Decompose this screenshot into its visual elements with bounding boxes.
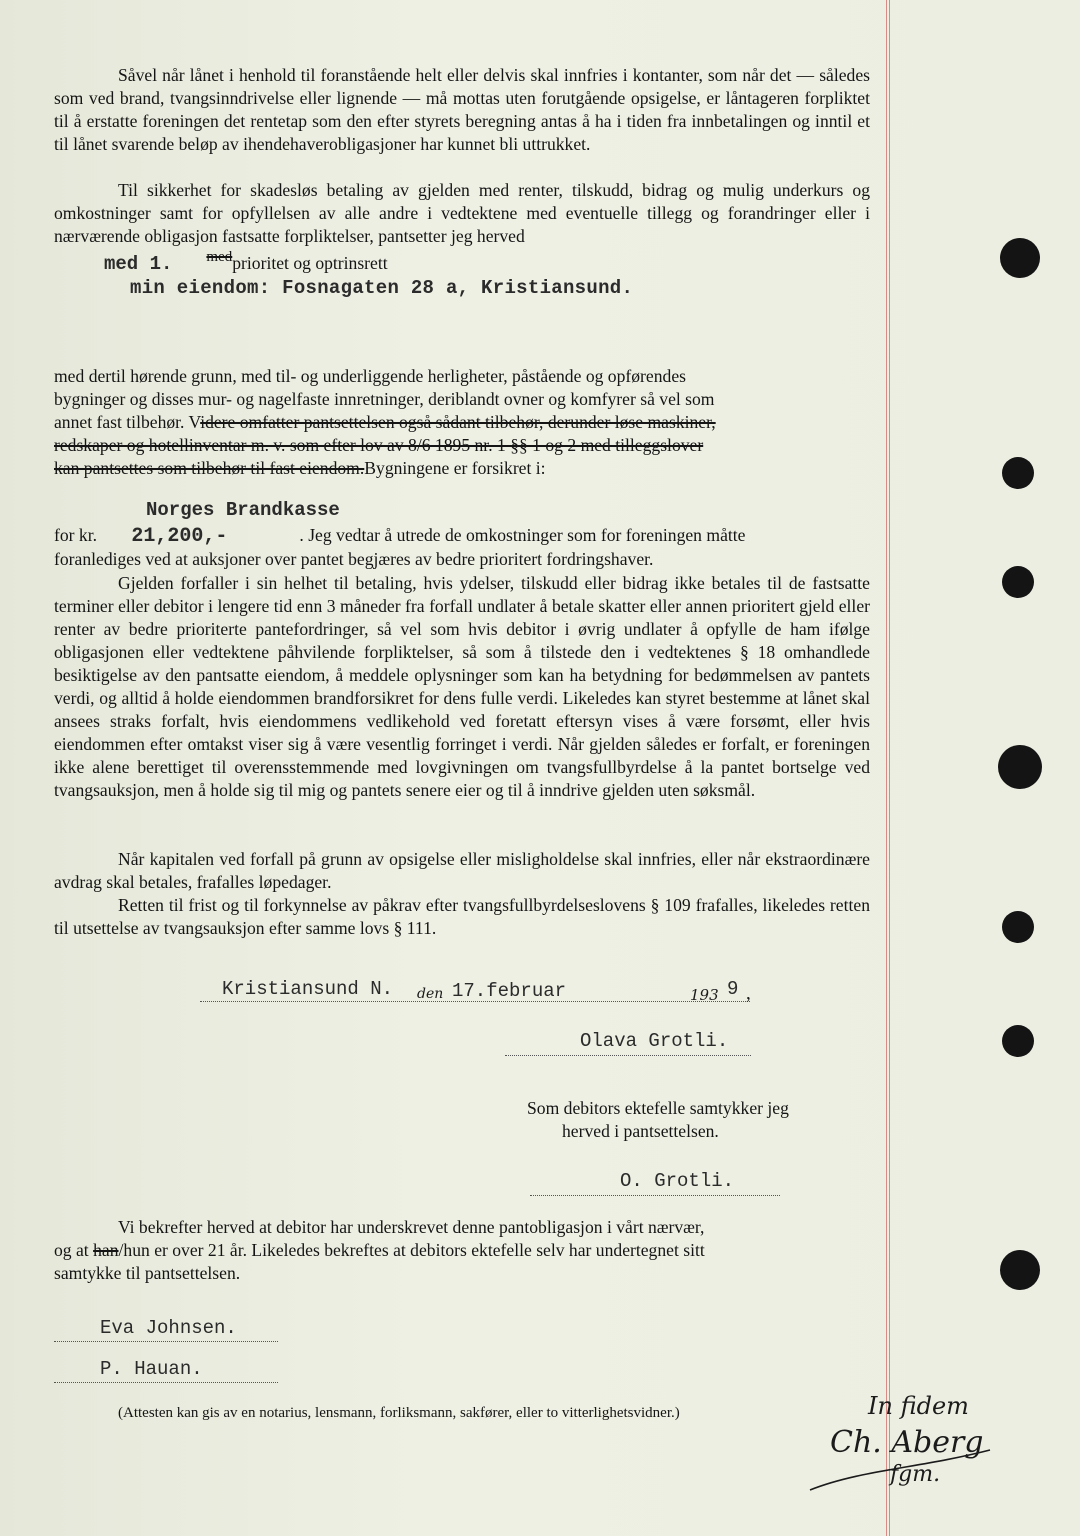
binder-hole <box>1002 1025 1034 1057</box>
security-clause: Til sikkerhet for skadesløs betaling av gjelden med renter, tilskudd, bidrag og mulig underkurs og omkostninger samt for opfyllelsen av alle andre i vedtektene med eventuelle tillegg og forandringer eller i nærværende obligasjon fastsatte forpliktelser, pantsetter jeg herved <box>54 180 870 246</box>
binder-hole <box>1000 1250 1040 1290</box>
handwritten-signature: Ch. Aberg <box>830 1425 984 1460</box>
binder-hole <box>1002 911 1034 943</box>
binder-hole <box>1002 566 1034 598</box>
date-den: den <box>417 986 444 1002</box>
attestation-note: (Attesten kan gis av en notarius, lensmann, forliksmann, sakfører, eller to vitterlighetsvidner.) <box>118 1405 680 1421</box>
notice-clause: Retten til frist og til forkynnelse av påkrav efter tvangsfullbyrdelseslovens § 109 frafalles, likeledes retten til utsettelse av tvangsauksjon efter samme lovs § 111. <box>54 895 870 938</box>
margin-rule <box>886 0 890 1536</box>
binder-hole <box>1002 457 1034 489</box>
struck-word: med <box>206 249 233 265</box>
date-day: 17.februar <box>452 980 567 1002</box>
appurtenance-text: annet fast tilbehør. V <box>54 412 201 432</box>
witness-underline <box>54 1382 278 1383</box>
handwritten-fidem: In fidem <box>868 1392 969 1420</box>
binder-hole <box>1000 238 1040 278</box>
appurtenance-line-5 <box>54 458 546 479</box>
spouse-consent-line-2: herved i pantsettelsen. <box>562 1121 719 1141</box>
prepayment-clause: Såvel når lånet i henhold til foranstående helt eller delvis skal innfries i kontanter, som når det — således som ved brand, tvangsinndrivelse eller lignende — må mottas uten forutgående opsigelse, er låntageren forpliktet til å erstatte foreningen det rentetap som den efter styrets beregning antas å ha i tiden fra innbetalingen og inntil et til lånet svarende beløp av ihendehaverobligasjoner har kunnet bli uttrukket. <box>54 65 870 154</box>
costs-line: foranlediges ved at auksjoner over pantet begjæres av bedre prioritert fordringshaver. <box>54 549 654 569</box>
priority-number: med 1. <box>104 253 173 275</box>
insurer-name: Norges Brandkasse <box>146 499 340 521</box>
spouse-signature: O. Grotli. <box>620 1170 735 1192</box>
insured-text: Bygningene er forsikret i: <box>364 458 546 478</box>
property-line: min eiendom: Fosnagaten 28 a, Kristiansund. <box>130 277 634 299</box>
spouse-underline <box>530 1195 780 1196</box>
witness-line-1: Vi bekrefter herved at debitor har underskrevet denne pantobligasjon i vårt nærvær, <box>118 1217 705 1237</box>
struck-line: redskaper og hotellinventar m. v. som efter lov av 8/6 1895 nr. 1 §§ 1 og 2 med tilleggslover <box>54 435 704 455</box>
debtor-underline <box>505 1055 751 1056</box>
witness-line-2 <box>54 1240 705 1261</box>
witness-text: /hun er over 21 år. Likeledes bekreftes at debitors ektefelle selv har undertegnet sitt <box>118 1240 705 1260</box>
struck-text: idere omfatter pantsettelsen også sådant tilbehør, derunder løse maskiner, <box>200 412 716 432</box>
date-year-prefix: 193 <box>690 986 719 1004</box>
priority-text: prioritet og optrinsrett <box>232 253 388 273</box>
appurtenance-line-2: bygninger og disses mur- og nagelfaste innretninger, deriblandt ovner og komfyrer så vel som <box>54 389 715 409</box>
struck-word: han <box>93 1240 119 1260</box>
amount-suffix: . Jeg vedtar å utrede de omkostninger som for foreningen måtte <box>299 525 746 545</box>
signature-flourish <box>800 1440 1000 1500</box>
witness-line-3: samtykke til pantsettelsen. <box>54 1263 241 1283</box>
witness-2-signature: P. Hauan. <box>100 1358 203 1380</box>
priority-line <box>104 249 388 275</box>
debtor-signature: Olava Grotli. <box>580 1030 729 1052</box>
appurtenance-line-3 <box>54 412 716 433</box>
witness-text: og at <box>54 1240 89 1260</box>
handwritten-title: fgm. <box>890 1462 941 1487</box>
date-year-digit: 9 <box>727 978 739 1000</box>
binder-hole <box>998 745 1042 789</box>
date-place: Kristiansund N. <box>222 978 394 1000</box>
amount-prefix: for kr. <box>54 525 97 545</box>
struck-text: kan pantsettes som tilbehør til fast eiendom. <box>54 458 365 478</box>
witness-1-signature: Eva Johnsen. <box>100 1317 237 1339</box>
capital-clause: Når kapitalen ved forfall på grunn av opsigelse eller misligholdelse skal innfries, eller når ekstraordinære avdrag skal betales, frafalles løpedager. <box>54 849 870 892</box>
amount-line <box>54 525 745 548</box>
date-comma: , <box>746 983 751 1004</box>
default-clause: Gjelden forfaller i sin helhet til betaling, hvis ydelser, tilskudd eller bidrag ikke betales til de fastsatte terminer eller debitor i lengere tid enn 3 måneder fra forfall undlater å betale skatter eller annen prioritert gjeld eller renter av bedre prioriterte pantefordringer, så vel som hvis debitor i øvrig undlater å opfylle de ham ifølge obligasjonen eller vedtektene påhvilende forpliktelser, så som å tilstede den i vedtektenes § 18 omhandlede besiktigelse av den pantsatte eiendom, å meddele oplysninger som kan ha betydning for bedømmelsen av pantets verdi, og alltid å holde eiendommen brandforsikret for dens fulle verdi. Likeledes kan styret bestemme at lånet skal ansees straks forfalt, hvis eiendommens vedlikehold ved foretatt eftersyn vises å være forsømt, eller hvis eiendommen efter omtakst viser sig å være vesentlig forringet i verdi. Når gjelden således er forfalt, er foreningen ikke alene berettiget til overensstemmende med lovgivningen om tvangsfullbyrdelse å la pantet bortselge ved tvangsauksjon, men å holde sig til mig og pantets senere eier og til å inndrive gjelden uten søksmål. <box>54 573 870 800</box>
appurtenance-line-1: med dertil hørende grunn, med til- og underliggende herligheter, påstående og opførendes <box>54 366 686 386</box>
witness-underline <box>54 1341 278 1342</box>
spouse-consent-line-1: Som debitors ektefelle samtykker jeg <box>527 1098 789 1118</box>
amount-value: 21,200,- <box>131 525 228 548</box>
